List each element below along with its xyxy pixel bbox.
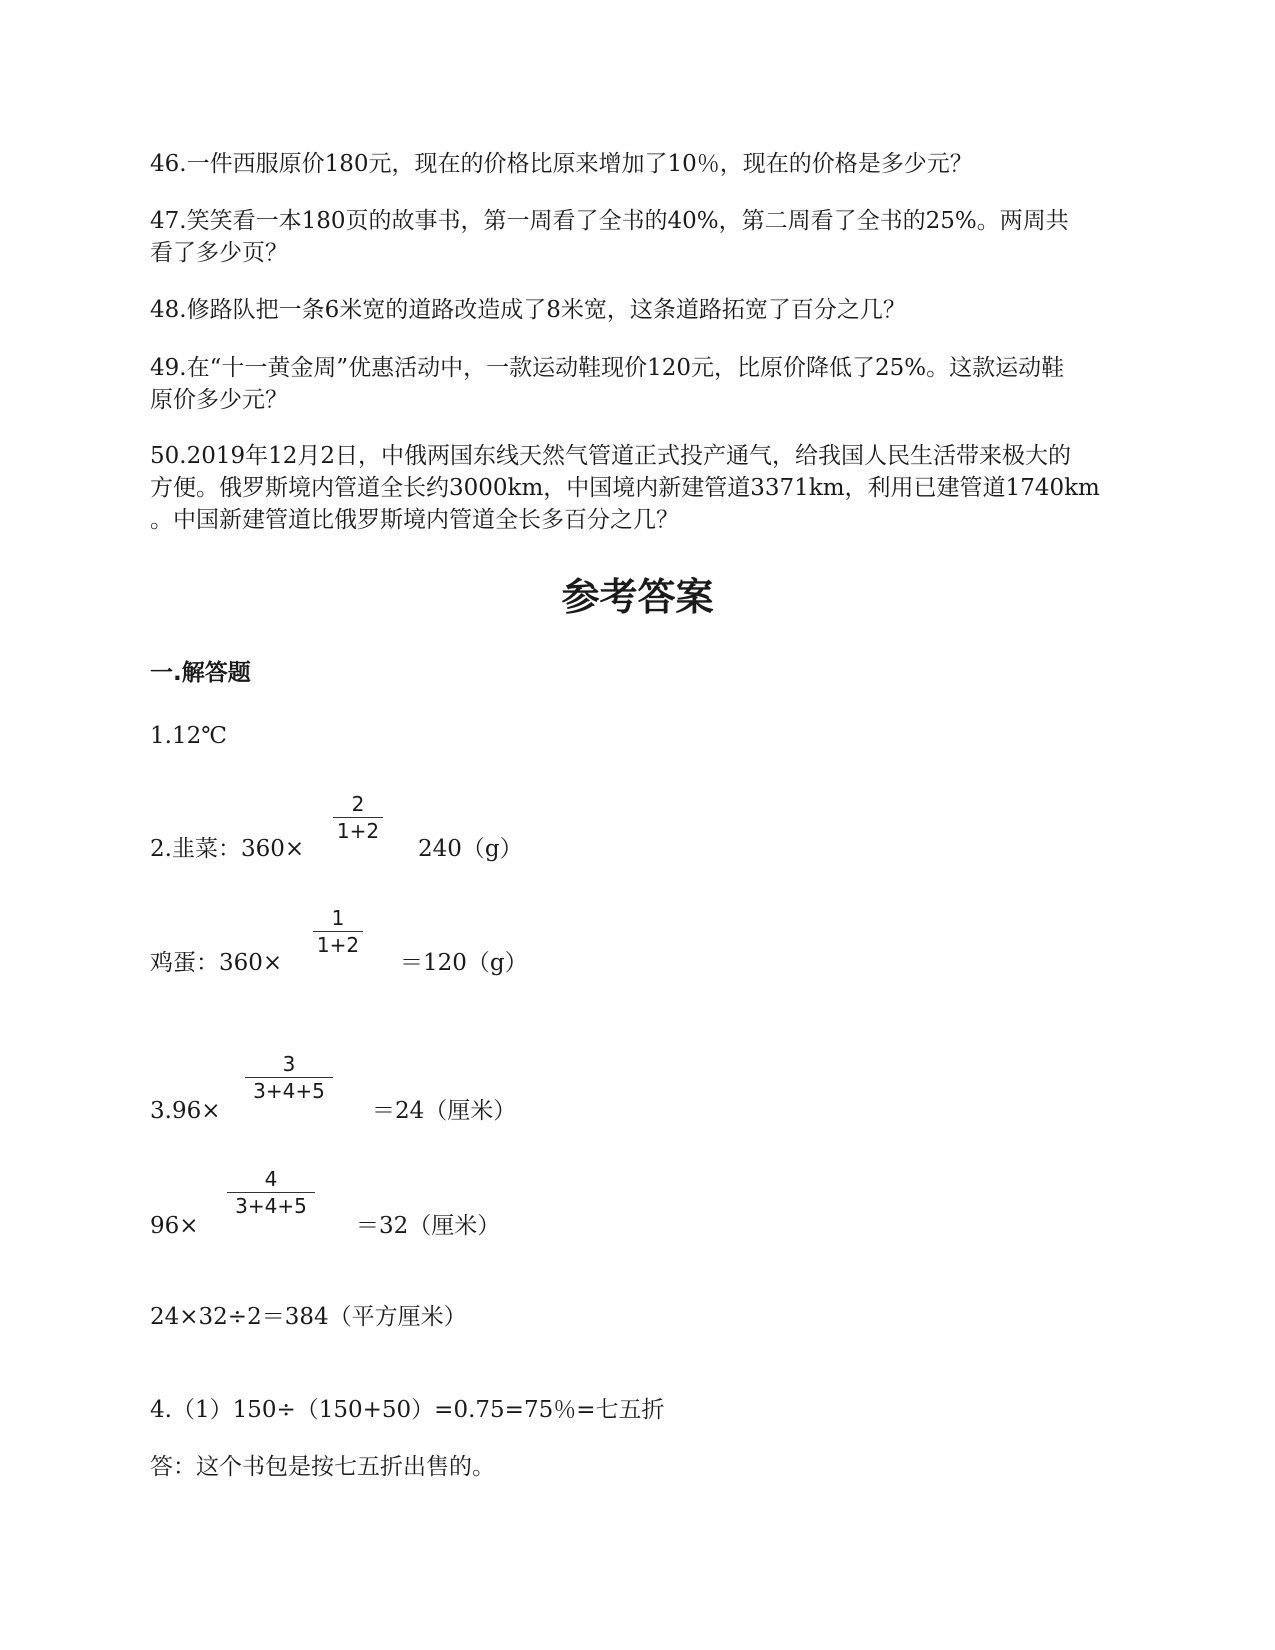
question-50-line1: 50.2019年12月2日，中俄两国东线天然气管道正式投产通气，给我国人民生活带来极大的 [150, 443, 1072, 469]
fraction-denominator: 3+4+5 [253, 1079, 325, 1103]
answer-3c: 24×32÷2＝384（平方厘米） [150, 1304, 467, 1330]
question-48: 48.修路队把一条6米宽的道路改造成了8米宽，这条道路拓宽了百分之几？ [150, 297, 906, 323]
fraction-bar [227, 1192, 315, 1193]
answer-3b-left: 96× [150, 1213, 199, 1239]
answer-3-fraction [245, 1052, 333, 1103]
answer-3-right: ＝24（厘米） [372, 1098, 517, 1124]
answer-2b-fraction [313, 906, 363, 957]
fraction-numerator: 3 [282, 1052, 296, 1076]
answer-1: 1.12℃ [150, 723, 227, 749]
fraction-bar [245, 1077, 333, 1078]
answer-4-conclusion: 答：这个书包是按七五折出售的。 [150, 1454, 495, 1480]
answer-3b-fraction [227, 1167, 315, 1218]
fraction-numerator: 1 [331, 906, 345, 930]
fraction-bar [313, 931, 363, 932]
fraction-numerator: 4 [264, 1167, 278, 1191]
answer-2-right: 240（g） [418, 836, 523, 862]
fraction-numerator: 2 [351, 792, 365, 816]
answer-2b-left: 鸡蛋：360× [150, 950, 283, 976]
answer-3-left: 3.96× [150, 1098, 221, 1124]
fraction-bar [333, 817, 383, 818]
answer-2b-right: ＝120（g） [400, 950, 528, 976]
question-50-line2: 方便。俄罗斯境内管道全长约3000km，中国境内新建管道3371km，利用已建管道1740km [150, 475, 1100, 501]
fraction-denominator: 3+4+5 [235, 1194, 307, 1218]
question-49-line1: 49.在“十一黄金周”优惠活动中，一款运动鞋现价120元，比原价降低了25%。这款运动鞋 [150, 355, 1065, 381]
answer-4: 4.（1）150÷（150+50）=0.75=75％=七五折 [150, 1397, 665, 1423]
answers-heading: 参考答案 [561, 575, 714, 619]
section-title: 一.解答题 [150, 660, 251, 686]
fraction-denominator: 1+2 [336, 819, 380, 843]
answer-2-fraction [333, 792, 383, 843]
question-49-line2: 原价多少元？ [150, 387, 288, 413]
question-47-line1: 47.笑笑看一本180页的故事书，第一周看了全书的40%，第二周看了全书的25%。两周共 [150, 208, 1069, 234]
question-47-line2: 看了多少页？ [150, 240, 288, 266]
fraction-denominator: 1+2 [316, 933, 360, 957]
question-50-line3: 。中国新建管道比俄罗斯境内管道全长多百分之几？ [150, 507, 679, 533]
answer-2-left: 2.韭菜：360× [150, 836, 305, 862]
answer-3b-right: ＝32（厘米） [356, 1213, 501, 1239]
question-46: 46.一件西服原价180元，现在的价格比原来增加了10％，现在的价格是多少元？ [150, 151, 973, 177]
